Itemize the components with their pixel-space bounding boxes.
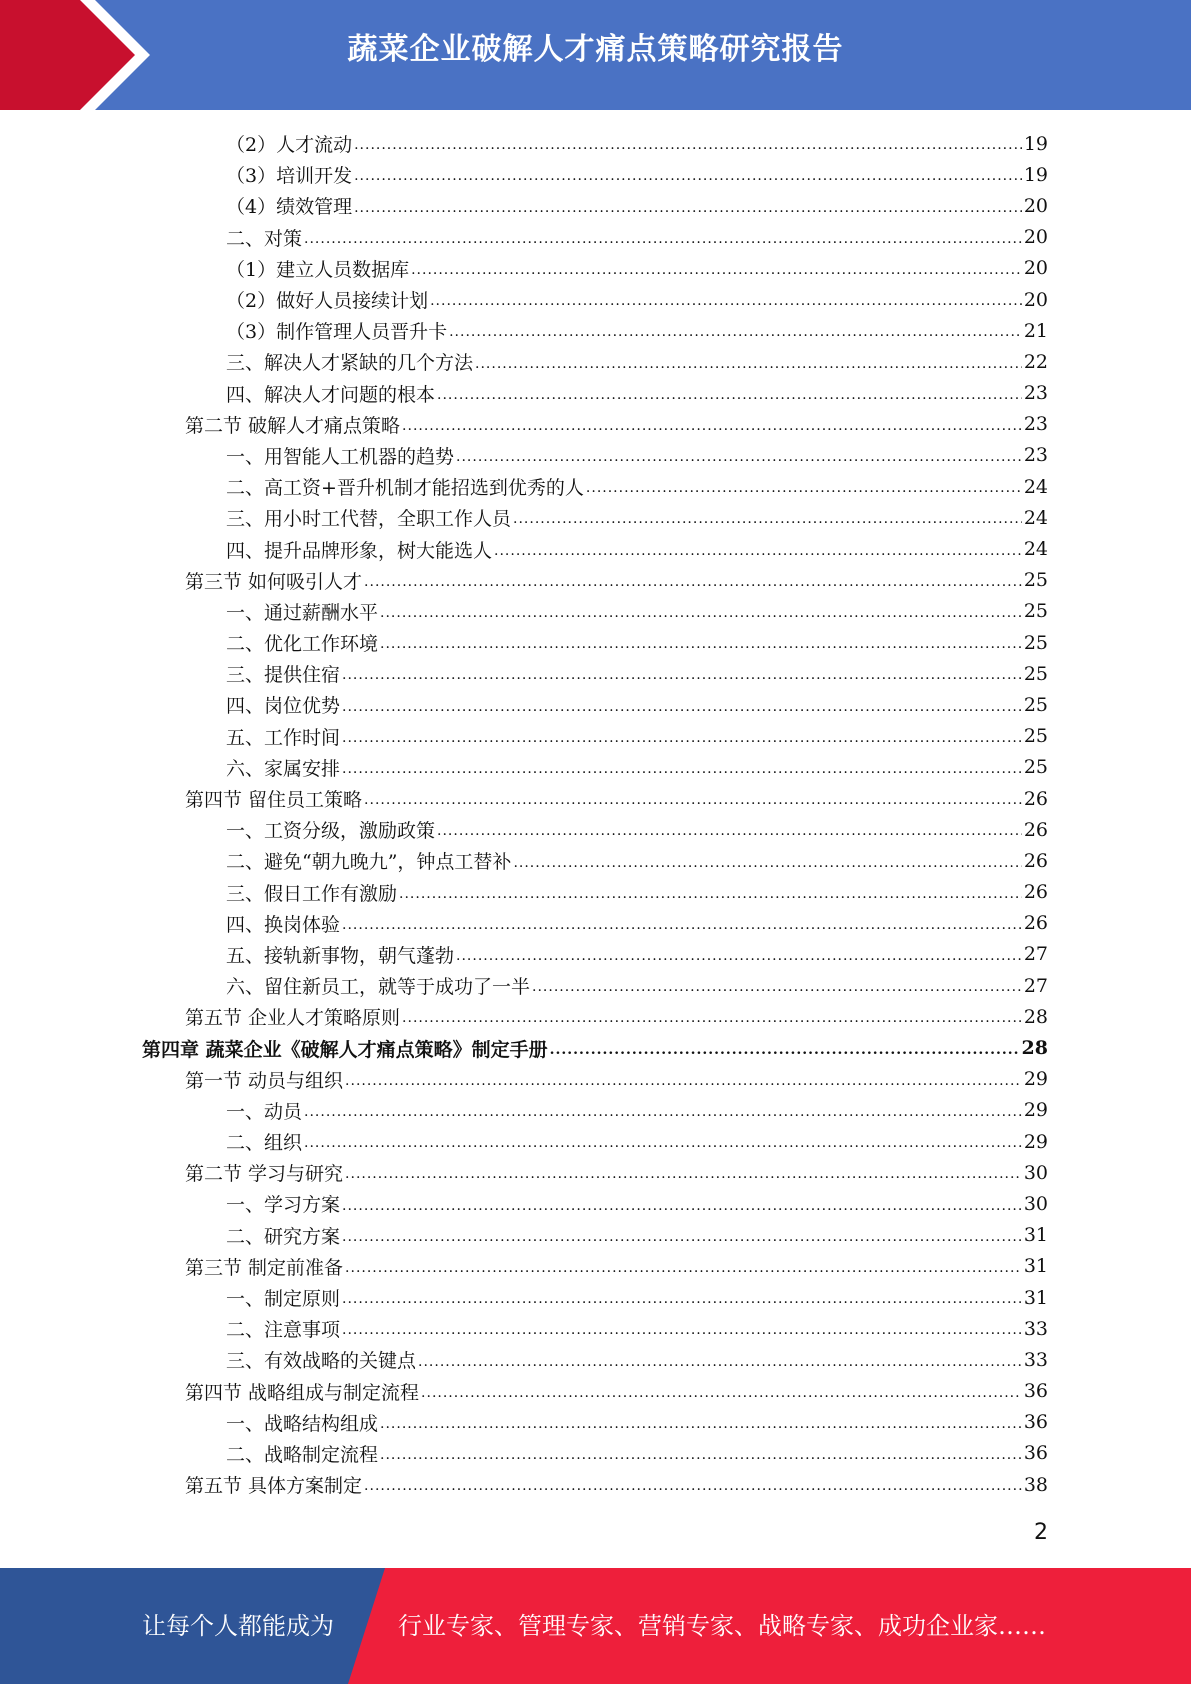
toc-dot-leader [437, 387, 1022, 409]
toc-entry-page: 26 [1023, 849, 1048, 872]
footer-slogan-left: 让每个人都能成为 [142, 1612, 334, 1640]
toc-dot-leader [449, 324, 1022, 346]
toc-entry-page: 25 [1023, 756, 1048, 779]
toc-entry-page: 24 [1023, 538, 1048, 561]
toc-dot-leader [456, 948, 1022, 970]
toc-entry[interactable] [0, 783, 1191, 814]
toc-entry-page: 28 [1023, 1005, 1048, 1028]
toc-entry-page: 29 [1023, 1130, 1048, 1153]
toc-dot-leader [342, 1291, 1022, 1313]
toc-entry-page: 25 [1023, 662, 1048, 685]
toc-dot-leader [532, 979, 1022, 1001]
toc-entry-title: 一、工资分级，激励政策 [226, 820, 436, 843]
toc-dot-leader [342, 667, 1022, 689]
toc-entry[interactable] [0, 159, 1191, 190]
toc-entry-page: 22 [1023, 350, 1048, 373]
toc-entry-title: 三、用小时工代替，全职工作人员 [226, 508, 512, 531]
toc-entry[interactable] [0, 1001, 1191, 1032]
toc-dot-leader [586, 480, 1022, 502]
toc-entry-title: 二、组织 [226, 1132, 303, 1155]
toc-entry-title: 第四章 蔬菜企业《破解人才痛点策略》制定手册 [142, 1038, 548, 1061]
toc-entry-page: 26 [1023, 818, 1048, 841]
toc-dot-leader [430, 293, 1022, 315]
toc-entry[interactable] [0, 814, 1191, 845]
toc-dot-leader [402, 418, 1022, 440]
toc-entry-title: 第五节 企业人才策略原则 [185, 1007, 401, 1030]
toc-entry-page: 23 [1023, 382, 1048, 405]
toc-entry-title: 一、动员 [226, 1100, 303, 1123]
toc-entry[interactable] [0, 1157, 1191, 1188]
toc-entry[interactable] [0, 970, 1191, 1001]
toc-entry-page: 25 [1023, 569, 1048, 592]
toc-dot-leader [342, 917, 1022, 939]
toc-dot-leader [342, 1322, 1022, 1344]
toc-entry-page: 19 [1023, 132, 1048, 155]
toc-entry-title: （2）人才流动 [226, 134, 353, 157]
toc-dot-leader [345, 1260, 1022, 1282]
toc-dot-leader [342, 699, 1022, 721]
toc-entry[interactable] [0, 409, 1191, 440]
toc-entry-title: 一、通过薪酬水平 [226, 601, 379, 624]
toc-entry-page: 21 [1023, 319, 1048, 342]
toc-entry-page: 20 [1023, 226, 1048, 249]
toc-entry[interactable] [0, 1126, 1191, 1157]
toc-entry[interactable] [0, 752, 1191, 783]
toc-dot-leader [418, 1354, 1022, 1376]
toc-entry[interactable] [0, 502, 1191, 533]
toc-dot-leader [354, 200, 1022, 222]
toc-entry[interactable] [0, 253, 1191, 284]
toc-entry-page: 38 [1023, 1473, 1048, 1496]
toc-dot-leader [380, 605, 1022, 627]
toc-entry-page: 30 [1023, 1161, 1048, 1184]
toc-dot-leader [402, 1010, 1022, 1032]
toc-dot-leader [364, 792, 1022, 814]
toc-entry-title: 一、制定原则 [226, 1288, 341, 1311]
toc-entry[interactable] [0, 939, 1191, 970]
toc-dot-leader [345, 1073, 1022, 1095]
page-number: 2 [1034, 1520, 1048, 1545]
toc-entry-page: 31 [1023, 1286, 1048, 1309]
toc-entry-title: 二、注意事项 [226, 1319, 341, 1342]
toc-entry[interactable] [0, 222, 1191, 253]
toc-entry-page: 29 [1023, 1099, 1048, 1122]
toc-entry-page: 36 [1023, 1380, 1048, 1403]
toc-entry-page: 36 [1023, 1411, 1048, 1434]
toc-dot-leader [513, 855, 1021, 877]
toc-entry[interactable] [0, 877, 1191, 908]
toc-entry[interactable] [0, 1344, 1191, 1375]
toc-dot-leader [354, 137, 1022, 159]
toc-dot-leader [304, 1135, 1022, 1157]
toc-entry-page: 27 [1023, 974, 1048, 997]
toc-entry-page: 25 [1023, 631, 1048, 654]
toc-entry-title: 二、对策 [226, 227, 303, 250]
toc-entry-page: 24 [1023, 475, 1048, 498]
toc-entry-page: 19 [1023, 163, 1048, 186]
toc-entry[interactable] [0, 627, 1191, 658]
toc-entry[interactable] [0, 471, 1191, 502]
toc-entry[interactable] [0, 1220, 1191, 1251]
toc-entry[interactable] [0, 1064, 1191, 1095]
toc-entry-title: 一、学习方案 [226, 1194, 341, 1217]
toc-entry-page: 23 [1023, 444, 1048, 467]
toc-dot-leader [411, 262, 1022, 284]
toc-entry-title: 六、家属安排 [226, 757, 341, 780]
toc-entry-title: 第三节 如何吸引人才 [185, 570, 363, 593]
toc-entry-title: 一、用智能人工机器的趋势 [226, 445, 455, 468]
toc-entry[interactable] [0, 533, 1191, 564]
toc-entry-title: 三、有效战略的关键点 [226, 1350, 417, 1373]
toc-entry-title: 四、换岗体验 [226, 913, 341, 936]
toc-entry-title: 第一节 动员与组织 [185, 1069, 344, 1092]
toc-entry-page: 36 [1023, 1442, 1048, 1465]
toc-entry[interactable] [0, 284, 1191, 315]
toc-entry[interactable] [0, 658, 1191, 689]
toc-dot-leader [304, 1104, 1022, 1126]
toc-dot-leader [421, 1385, 1022, 1407]
toc-entry[interactable] [0, 190, 1191, 221]
toc-entry[interactable] [0, 1188, 1191, 1219]
page-header [0, 0, 1191, 110]
toc-entry-page: 29 [1023, 1068, 1048, 1091]
toc-entry[interactable] [0, 845, 1191, 876]
toc-entry[interactable] [0, 1032, 1191, 1063]
toc-dot-leader [354, 168, 1022, 190]
toc-dot-leader [342, 1229, 1022, 1251]
toc-dot-leader [437, 823, 1022, 845]
toc-entry-page: 25 [1023, 725, 1048, 748]
footer-slogan-right: 行业专家、管理专家、营销专家、战略专家、成功企业家…… [398, 1612, 1046, 1640]
toc-entry-page: 24 [1023, 506, 1048, 529]
toc-entry-page: 31 [1023, 1224, 1048, 1247]
toc-entry[interactable] [0, 1095, 1191, 1126]
toc-entry-title: 一、战略结构组成 [226, 1412, 379, 1435]
toc-entry[interactable] [0, 440, 1191, 471]
toc-entry[interactable] [0, 596, 1191, 627]
toc-dot-leader [304, 231, 1022, 253]
toc-entry[interactable] [0, 908, 1191, 939]
toc-dot-leader [399, 886, 1022, 908]
toc-dot-leader [513, 511, 1022, 533]
toc-entry-page: 20 [1023, 194, 1048, 217]
toc-entry[interactable] [0, 689, 1191, 720]
toc-entry[interactable] [0, 378, 1191, 409]
toc-entry-title: 四、解决人才问题的根本 [226, 383, 436, 406]
toc-entry-page: 20 [1023, 257, 1048, 280]
toc-entry-page: 26 [1023, 912, 1048, 935]
toc-entry-title: 二、战略制定流程 [226, 1443, 379, 1466]
toc-entry[interactable] [0, 1376, 1191, 1407]
toc-entry-title: （3）培训开发 [226, 165, 353, 188]
toc-entry-title: 第四节 留住员工策略 [185, 789, 363, 812]
toc-entry-title: 三、提供住宿 [226, 664, 341, 687]
toc-entry-page: 33 [1023, 1317, 1048, 1340]
toc-entry[interactable] [0, 721, 1191, 752]
toc-entry-page: 27 [1023, 943, 1048, 966]
toc-entry-page: 25 [1023, 600, 1048, 623]
toc-entry-page: 28 [1021, 1037, 1048, 1060]
toc-entry-title: 五、接轨新事物，朝气蓬勃 [226, 944, 455, 967]
toc-dot-leader [380, 1416, 1022, 1438]
toc-entry-title: 五、工作时间 [226, 726, 341, 749]
toc-entry[interactable] [0, 1313, 1191, 1344]
toc-entry-page: 30 [1023, 1192, 1048, 1215]
table-of-contents [0, 128, 1191, 1500]
toc-dot-leader [475, 356, 1022, 378]
toc-entry-page: 20 [1023, 288, 1048, 311]
toc-entry-title: （4）绩效管理 [226, 196, 353, 219]
toc-entry[interactable] [0, 128, 1191, 159]
toc-entry-title: （1）建立人员数据库 [226, 258, 410, 281]
toc-entry-page: 23 [1023, 413, 1048, 436]
toc-dot-leader [380, 1447, 1022, 1469]
toc-entry-title: （3）制作管理人员晋升卡 [226, 321, 448, 344]
toc-entry-title: 第二节 学习与研究 [185, 1163, 344, 1186]
toc-dot-leader [364, 1478, 1022, 1500]
toc-entry-title: 第五节 具体方案制定 [185, 1475, 363, 1498]
toc-entry[interactable] [0, 1251, 1191, 1282]
toc-entry[interactable] [0, 565, 1191, 596]
toc-entry-title: 二、优化工作环境 [226, 633, 379, 656]
toc-entry[interactable] [0, 1438, 1191, 1469]
toc-entry[interactable] [0, 1469, 1191, 1500]
toc-entry-title: （2）做好人员接续计划 [226, 290, 429, 313]
toc-entry-title: 三、假日工作有激励 [226, 882, 398, 905]
toc-entry-title: 四、岗位优势 [226, 695, 341, 718]
toc-dot-leader [364, 574, 1022, 596]
toc-entry-page: 25 [1023, 693, 1048, 716]
toc-entry[interactable] [0, 1407, 1191, 1438]
toc-dot-leader [342, 761, 1022, 783]
toc-dot-leader [342, 730, 1022, 752]
toc-dot-leader [345, 1166, 1022, 1188]
toc-entry-title: 第二节 破解人才痛点策略 [185, 414, 401, 437]
toc-entry-title: 三、解决人才紧缺的几个方法 [226, 352, 474, 375]
toc-dot-leader [494, 543, 1022, 565]
toc-entry[interactable] [0, 1282, 1191, 1313]
toc-entry-title: 二、高工资+晋升机制才能招选到优秀的人 [226, 477, 584, 500]
toc-dot-leader [456, 449, 1022, 471]
toc-entry-title: 第三节 制定前准备 [185, 1256, 344, 1279]
toc-entry-page: 33 [1023, 1348, 1048, 1371]
toc-entry-title: 第四节 战略组成与制定流程 [185, 1381, 420, 1404]
toc-dot-leader [380, 636, 1022, 658]
toc-entry[interactable] [0, 315, 1191, 346]
toc-dot-leader [342, 1198, 1022, 1220]
toc-entry[interactable] [0, 346, 1191, 377]
toc-entry-page: 26 [1023, 881, 1048, 904]
toc-entry-title: 六、留住新员工，就等于成功了一半 [226, 976, 531, 999]
toc-entry-page: 26 [1023, 787, 1048, 810]
toc-entry-title: 二、避免“朝九晚九”，钟点工替补 [226, 851, 512, 874]
toc-entry-page: 31 [1023, 1255, 1048, 1278]
document-title: 蔬菜企业破解人才痛点策略研究报告 [347, 32, 844, 67]
toc-entry-title: 二、研究方案 [226, 1225, 341, 1248]
toc-entry-title: 四、提升品牌形象，树大能选人 [226, 539, 493, 562]
page-footer [0, 1568, 1191, 1684]
toc-dot-leader [550, 1042, 1020, 1064]
